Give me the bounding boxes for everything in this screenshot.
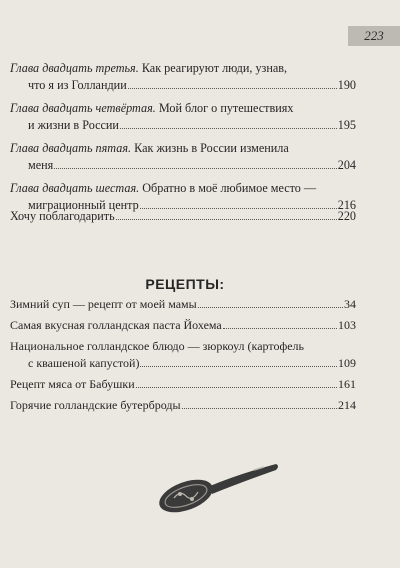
- toc-entry-chapter-24: [10, 100, 356, 134]
- dot-leader: [198, 297, 343, 308]
- chapter-title-cont: миграционный центр: [28, 198, 139, 212]
- page-ref: 109: [338, 356, 356, 370]
- dot-leader: [223, 318, 337, 329]
- chapter-title: Как реагируют люди, узнав,: [138, 61, 288, 75]
- chapter-title-cont: и жизни в России: [28, 118, 119, 132]
- thanks-section: [10, 208, 356, 231]
- toc-entry-thanks: [10, 208, 356, 225]
- page-ref: 216: [337, 198, 356, 212]
- chapter-title: Мой блог о путешествиях: [155, 101, 294, 115]
- page-ref: 204: [337, 158, 356, 172]
- chapter-title: Обратно в моё любимое место —: [139, 181, 317, 195]
- chapter-prefix: Глава двадцать четвёртая.: [10, 101, 156, 115]
- dot-leader: [182, 398, 337, 409]
- dot-leader: [128, 78, 337, 89]
- recipe-list: [10, 296, 356, 418]
- toc-entry-recipe: [10, 296, 356, 313]
- page-ref: 103: [338, 318, 356, 332]
- dot-leader: [136, 377, 337, 388]
- recipe-title-cont: с квашеной капустой): [28, 356, 140, 370]
- page-ref: 195: [337, 118, 356, 132]
- thanks-title: Хочу поблагодарить: [10, 209, 115, 223]
- recipe-title: Горячие голландские бутерброды: [10, 398, 181, 412]
- dot-leader: [140, 356, 337, 367]
- chapter-prefix: Глава двадцать пятая.: [10, 141, 132, 155]
- dot-leader: [54, 158, 336, 169]
- toc-entry-chapter-25: [10, 140, 356, 174]
- page-number: 223: [348, 26, 400, 46]
- chapter-title-cont: что я из Голландии: [28, 78, 127, 92]
- page-ref: 161: [338, 377, 356, 391]
- recipe-title: Национальное голландское блюдо — зюркоул (картофель: [10, 339, 305, 353]
- chapter-prefix: Глава двадцать шестая.: [10, 181, 140, 195]
- page-ref: 34: [344, 297, 356, 311]
- recipe-title: Рецепт мяса от Бабушки: [10, 377, 135, 391]
- dot-leader: [116, 209, 337, 220]
- chapter-title: Как жизнь в России изменила: [131, 141, 289, 155]
- page-ref: 214: [338, 398, 356, 412]
- toc-entry-recipe: [10, 338, 356, 372]
- toc-entry-recipe: [10, 317, 356, 334]
- recipe-title: Самая вкусная голландская паста Йохема: [10, 318, 222, 332]
- recipes-heading: РЕЦЕПТЫ:: [145, 276, 225, 292]
- recipe-title: Зимний суп — рецепт от моей мамы: [10, 297, 197, 311]
- toc-entry-recipe: [10, 376, 356, 393]
- dot-leader: [120, 118, 337, 129]
- toc-entry-chapter-23: [10, 60, 356, 94]
- spoon-illustration-icon: [154, 452, 284, 522]
- chapter-title-cont: меня: [28, 158, 54, 172]
- chapter-list: [10, 60, 356, 220]
- chapter-prefix: Глава двадцать третья.: [10, 61, 139, 75]
- page-ref: 220: [337, 209, 356, 223]
- toc-entry-recipe: [10, 397, 356, 414]
- page-ref: 190: [337, 78, 356, 92]
